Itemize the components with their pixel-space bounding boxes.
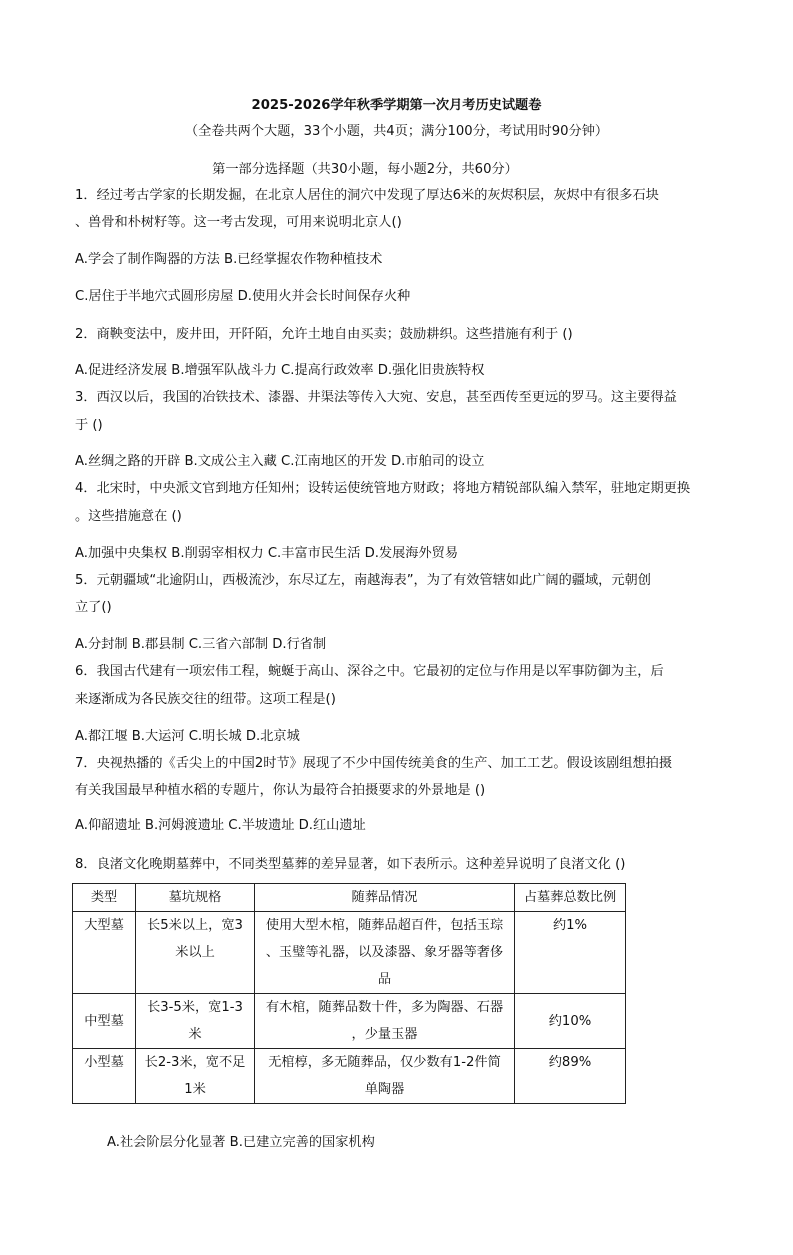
question-1-line-1: 1．经过考古学家的长期发掘，在北京人居住的洞穴中发现了厚达6米的灰烬积层，灰烬中有很多石块 xyxy=(75,188,659,203)
question-6-options: A.都江堰 B.大运河 C.明长城 D.北京城 xyxy=(75,729,300,744)
table-cell-size xyxy=(136,994,255,1049)
table-header: 类型 xyxy=(73,884,136,912)
cell-line: 有木棺，随葬品数十件，多为陶器、石器 xyxy=(265,1000,504,1015)
exam-title: 2025-2026学年秋季学期第一次月考历史试题卷 xyxy=(251,98,542,113)
cell-line: 单陶器 xyxy=(364,1082,405,1097)
table-cell-size xyxy=(136,912,255,994)
cell-line: 长2-3米，宽不足 xyxy=(144,1055,246,1070)
cell-line: 使用大型木棺，随葬品超百件，包括玉琮 xyxy=(265,918,504,933)
table-header: 随葬品情况 xyxy=(255,884,515,912)
table-header: 墓坑规格 xyxy=(136,884,255,912)
table-cell-ratio: 约10% xyxy=(515,994,626,1049)
table-cell-size xyxy=(136,1049,255,1104)
tomb-comparison-table xyxy=(72,883,626,1104)
table-header: 占墓葬总数比例 xyxy=(515,884,626,912)
question-4-options: A.加强中央集权 B.削弱宰相权力 C.丰富市民生活 D.发展海外贸易 xyxy=(75,546,459,561)
cell-line: 无棺椁，多无随葬品，仅少数有1-2件简 xyxy=(268,1055,501,1070)
question-1-line-2: 、兽骨和朴树籽等。这一考古发现，可用来说明北京人() xyxy=(75,215,402,230)
question-3-options: A.丝绸之路的开辟 B.文成公主入藏 C.江南地区的开发 D.市舶司的设立 xyxy=(75,454,485,469)
cell-line: 长5米以上，宽3 xyxy=(147,918,243,933)
cell-line: 品 xyxy=(377,972,392,987)
question-1-options-2: C.居住于半地穴式圆形房屋 D.使用火并会长时间保存火种 xyxy=(75,289,411,304)
question-3-line-2: 于 () xyxy=(75,418,103,433)
question-5-line-1: 5．元朝疆域“北逾阴山，西极流沙，东尽辽左，南越海表”，为了有效管辖如此广阔的疆域，元朝创 xyxy=(75,573,651,588)
cell-line: 、玉璧等礼器，以及漆器、象牙器等奢侈 xyxy=(265,945,504,960)
cell-line: 长3-5米，宽1-3 xyxy=(147,1000,243,1015)
question-5-line-2: 立了() xyxy=(75,600,112,615)
cell-line: 米以上 xyxy=(175,945,215,960)
table-header-row xyxy=(73,884,626,912)
question-7-line-1: 7．央视热播的《舌尖上的中国2时节》展现了不少中国传统美食的生产、加工工艺。假设该剧组想拍摄 xyxy=(75,756,673,771)
cell-line: ，少量玉器 xyxy=(351,1027,418,1042)
cell-line: 1米 xyxy=(184,1082,206,1097)
question-8-line-1: 8．良渚文化晚期墓葬中，不同类型墓葬的差异显著，如下表所示。这种差异说明了良渚文化 () xyxy=(75,857,626,872)
table-cell-goods xyxy=(255,912,515,994)
question-8-options: A.社会阶层分化显著 B.已建立完善的国家机构 xyxy=(107,1135,375,1150)
question-1-options-1: A.学会了制作陶器的方法 B.已经掌握农作物种植技术 xyxy=(75,252,383,267)
question-6-line-2: 来逐渐成为各民族交往的纽带。这项工程是() xyxy=(75,692,336,707)
cell-line: 米 xyxy=(188,1027,202,1042)
question-5-options: A.分封制 B.郡县制 C.三省六部制 D.行省制 xyxy=(75,637,327,652)
table-cell-ratio: 约89% xyxy=(515,1049,626,1104)
table-cell-goods xyxy=(255,1049,515,1104)
question-3-line-1: 3．西汉以后，我国的冶铁技术、漆器、井渠法等传入大宛、安息，甚至西传至更远的罗马。这主要得益 xyxy=(75,390,677,405)
table-row xyxy=(73,912,626,994)
table-cell-type: 大型墓 xyxy=(73,912,136,994)
table-cell-type: 小型墓 xyxy=(73,1049,136,1104)
question-4-line-1: 4．北宋时，中央派文官到地方任知州；设转运使统管地方财政；将地方精锐部队编入禁军，驻地定期更换 xyxy=(75,481,691,496)
question-2-line-1: 2．商鞅变法中，废井田，开阡陌，允许土地自由买卖；鼓励耕织。这些措施有利于 () xyxy=(75,327,573,342)
question-6-line-1: 6．我国古代建有一项宏伟工程，蜿蜒于高山、深谷之中。它最初的定位与作用是以军事防御为主，后 xyxy=(75,664,664,679)
question-7-options: A.仰韶遗址 B.河姆渡遗址 C.半坡遗址 D.红山遗址 xyxy=(75,818,366,833)
question-4-line-2: 。这些措施意在 () xyxy=(75,509,182,524)
table-cell-goods xyxy=(255,994,515,1049)
table-row xyxy=(73,1049,626,1104)
exam-subtitle: （全卷共两个大题，33个小题，共4页；满分100分，考试用时90分钟） xyxy=(184,124,609,139)
table-row xyxy=(73,994,626,1049)
section-heading: 第一部分选择题（共30小题，每小题2分，共60分） xyxy=(212,162,518,177)
question-7-line-2: 有关我国最早种植水稻的专题片，你认为最符合拍摄要求的外景地是 () xyxy=(75,783,486,798)
table-cell-ratio: 约1% xyxy=(515,912,626,994)
table-cell-type: 中型墓 xyxy=(73,994,136,1049)
question-2-options: A.促进经济发展 B.增强军队战斗力 C.提高行政效率 D.强化旧贵族特权 xyxy=(75,363,485,378)
